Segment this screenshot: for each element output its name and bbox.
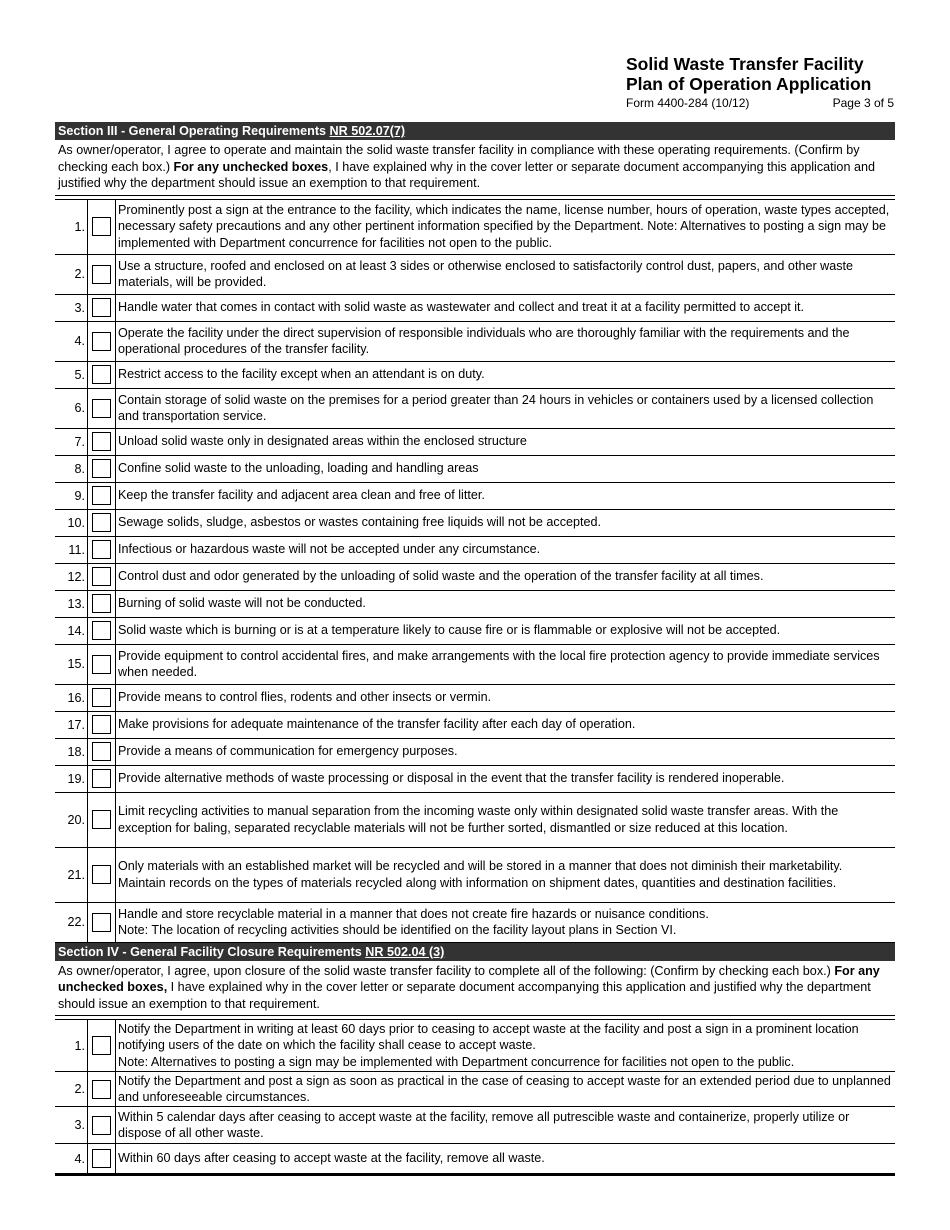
item-number: 10. (67, 515, 85, 530)
confirm-checkbox[interactable] (92, 486, 111, 505)
confirm-checkbox[interactable] (92, 688, 111, 707)
requirement-text: Control dust and odor generated by the unloading of solid waste and the operation of the transfer facility at all times. (118, 569, 764, 584)
requirement-row (55, 848, 895, 903)
confirm-checkbox[interactable] (92, 513, 111, 532)
requirement-row (55, 510, 895, 537)
checkbox-cell (87, 685, 116, 711)
section-3-heading (55, 122, 895, 140)
item-number: 9. (74, 488, 85, 503)
requirement-text: Provide means to control flies, rodents and other insects or vermin. (118, 690, 492, 705)
form-header (626, 54, 896, 110)
requirement-text: Sewage solids, sludge, asbestos or wastes containing free liquids will not be accepted. (118, 515, 602, 530)
requirement-text: Contain storage of solid waste on the premises for a period greater than 24 hours in vehicles or containers used by a licensed collection and transportation service. (118, 392, 874, 423)
section-4-heading (55, 943, 895, 961)
requirement-row (55, 618, 895, 645)
confirm-checkbox[interactable] (92, 365, 111, 384)
confirm-checkbox[interactable] (92, 769, 111, 788)
checkbox-cell (87, 510, 116, 536)
confirm-checkbox[interactable] (92, 1116, 111, 1135)
requirement-row (55, 322, 895, 362)
requirement-note: Note: Alternatives to posting a sign may be implemented with Department concurrence for facilities not open to the public. (118, 1054, 795, 1069)
requirement-row (55, 793, 895, 848)
requirement-text: Handle and store recyclable material in a manner that does not create fire hazards or nuisance conditions. Note: The location of recycling activities should be identified on the facility layout plans in Section VI. (118, 906, 709, 937)
checkbox-cell (87, 645, 116, 684)
item-number: 4. (74, 334, 85, 348)
confirm-checkbox[interactable] (92, 567, 111, 586)
confirm-checkbox[interactable] (92, 265, 111, 284)
item-number: 18. (67, 744, 85, 759)
confirm-checkbox[interactable] (92, 655, 111, 674)
requirement-row (55, 456, 895, 483)
checkbox-cell (87, 295, 116, 321)
confirm-checkbox[interactable] (92, 540, 111, 559)
requirement-text: Provide equipment to control accidental fires, and make arrangements with the local fire protection agency to provide immediate services when needed. (118, 648, 880, 679)
confirm-checkbox[interactable] (92, 399, 111, 418)
requirement-row (55, 645, 895, 685)
requirement-text: Provide a means of communication for emergency purposes. (118, 744, 458, 759)
requirement-text: Limit recycling activities to manual separation from the incoming waste only within designated solid waste transfer areas. With the exception for baling, separated recyclable materials will not be further sorted, dismantled or size reduced at this location. (118, 804, 839, 835)
item-number: 22. (67, 915, 85, 929)
checkbox-cell (87, 322, 116, 361)
checkbox-cell (87, 564, 116, 590)
requirement-text: Restrict access to the facility except when an attendant is on duty. (118, 367, 485, 382)
requirement-text: Burning of solid waste will not be conducted. (118, 596, 366, 611)
item-number: 14. (67, 623, 85, 638)
confirm-checkbox[interactable] (92, 742, 111, 761)
requirement-text: Infectious or hazardous waste will not be accepted under any circumstance. (118, 542, 541, 557)
section-4-items (55, 1019, 895, 1176)
item-number: 1. (74, 1038, 85, 1053)
confirm-checkbox[interactable] (92, 913, 111, 932)
requirement-text: Prominently post a sign at the entrance to the facility, which indicates the name, license number, hours of operation, waste types accepted, necessary safety precautions and any other pertinent information specified by the Department. Note: Alternatives to posting a sign may be implemented with Department concurrence for facilities not open to the public. (118, 202, 890, 250)
confirm-checkbox[interactable] (92, 217, 111, 236)
item-number: 12. (67, 569, 85, 584)
form-title-line2: Plan of Operation Application (626, 74, 872, 94)
checkbox-cell (87, 712, 116, 738)
confirm-checkbox[interactable] (92, 865, 111, 884)
requirement-row (55, 1107, 895, 1144)
checkbox-cell (87, 766, 116, 792)
requirement-row (55, 483, 895, 510)
requirement-row (55, 362, 895, 389)
checkbox-cell (87, 389, 116, 428)
item-number: 6. (74, 401, 85, 415)
requirement-text: Notify the Department and post a sign as soon as practical in the case of ceasing to accept waste for an extended period due to unplanned and unforeseeable circumstances. (118, 1073, 891, 1104)
requirement-text: Within 60 days after ceasing to accept waste at the facility, remove all waste. (118, 1151, 545, 1166)
requirement-row (55, 255, 895, 295)
section-3-intro: As owner/operator, I agree to operate and maintain the solid waste transfer facility in compliance with these operating requirements. (Confirm by checking each box.) For any unchecked boxes, I have explained why in the cover letter or separate document accompanying this application and justified why the department should issue an exemption to that requirement. (55, 140, 895, 196)
requirement-text: Operate the facility under the direct supervision of responsible individuals who are thoroughly familiar with the requirements and the operational procedures of the transfer facility. (118, 325, 850, 356)
section-3-ref: NR 502.07(7) (329, 124, 406, 138)
requirement-text: Notify the Department in writing at least 60 days prior to ceasing to accept waste at the facility and post a sign in a prominent location notifying users of the date on which the facility shall cease to accept waste. Note: Alternatives to posting a sign may be implemented with Department concurrence for facilities not open to the public. (116, 1020, 895, 1071)
item-number: 19. (67, 771, 85, 786)
confirm-checkbox[interactable] (92, 298, 111, 317)
item-number: 8. (74, 461, 85, 476)
requirement-text: Within 5 calendar days after ceasing to accept waste at the facility, remove all putrescible waste and containerize, properly utilize or dispose of all other waste. (118, 1109, 850, 1140)
requirement-row (55, 591, 895, 618)
page-number: Page 3 of 5 (832, 96, 894, 110)
requirement-text: Confine solid waste to the unloading, loading and handling areas (118, 461, 479, 476)
requirement-row (55, 1144, 895, 1174)
item-number: 5. (74, 367, 85, 382)
checkbox-cell (87, 362, 116, 388)
confirm-checkbox[interactable] (92, 594, 111, 613)
requirement-row (55, 200, 895, 255)
requirement-row (55, 903, 895, 943)
confirm-checkbox[interactable] (92, 459, 111, 478)
requirement-row (55, 564, 895, 591)
confirm-checkbox[interactable] (92, 810, 111, 829)
checkbox-cell (87, 456, 116, 482)
requirement-text: Unload solid waste only in designated areas within the enclosed structure (118, 434, 527, 449)
requirement-row (55, 712, 895, 739)
checkbox-cell (87, 200, 116, 254)
checkbox-cell (87, 903, 116, 942)
requirement-row (55, 739, 895, 766)
checkbox-cell (87, 255, 116, 294)
item-number: 11. (68, 542, 85, 557)
item-number: 2. (74, 1082, 85, 1096)
requirement-row (55, 685, 895, 712)
requirement-row (55, 537, 895, 564)
item-number: 3. (74, 1118, 85, 1132)
confirm-checkbox[interactable] (92, 1149, 111, 1168)
checkbox-cell (87, 739, 116, 765)
requirement-text: Solid waste which is burning or is at a temperature likely to cause fire or is flammable or explosive will not be accepted. (118, 623, 781, 638)
section-4-intro: As owner/operator, I agree, upon closure of the solid waste transfer facility to complete all of the following: (Confirm by checking each box.) For any unchecked boxes, I have explained why in the cover letter or separate document accompanying this application and justified why the department should issue an exemption to that requirement. (55, 961, 895, 1017)
item-number: 7. (74, 434, 85, 449)
confirm-checkbox[interactable] (92, 1080, 111, 1099)
section-4-title: Section IV - General Facility Closure Requirements (58, 944, 366, 959)
form-title-line1: Solid Waste Transfer Facility (626, 54, 864, 74)
checkbox-cell (87, 429, 116, 455)
checkbox-cell (87, 537, 116, 563)
item-number: 1. (74, 219, 85, 234)
requirement-row (55, 295, 895, 322)
requirement-row (55, 1020, 895, 1072)
checkbox-cell (87, 793, 116, 847)
item-number: 20. (67, 812, 85, 827)
checkbox-cell (87, 591, 116, 617)
requirement-note: Note: The location of recycling activities should be identified on the facility layout plans in Section VI. (118, 923, 677, 937)
requirement-row (55, 766, 895, 793)
requirement-row (55, 429, 895, 456)
item-number: 16. (67, 690, 85, 705)
requirement-text: Only materials with an established market will be recycled and will be stored in a manner that does not diminish their marketability. Maintain records on the types of materials recycled along with information on shipment dates, quantities and destination facilities. (118, 859, 843, 890)
checkbox-cell (87, 1107, 116, 1143)
form-number: Form 4400-284 (10/12) (626, 96, 750, 110)
confirm-checkbox[interactable] (92, 621, 111, 640)
requirement-text: Make provisions for adequate maintenance of the transfer facility after each day of operation. (118, 717, 636, 732)
item-number: 21. (67, 867, 85, 882)
requirement-text: Provide alternative methods of waste processing or disposal in the event that the transfer facility is rendered inoperable. (118, 771, 785, 786)
item-number: 17. (67, 717, 85, 732)
confirm-checkbox[interactable] (92, 715, 111, 734)
checkbox-cell (87, 848, 116, 902)
checkbox-cell (87, 1072, 116, 1106)
checkbox-cell (87, 483, 116, 509)
requirement-text: Keep the transfer facility and adjacent area clean and free of litter. (118, 488, 485, 503)
form-content (55, 122, 895, 1176)
requirement-row (55, 389, 895, 429)
checkbox-cell (87, 1020, 116, 1071)
form-meta (626, 96, 896, 110)
requirement-row (55, 1072, 895, 1107)
item-number: 13. (67, 596, 85, 611)
checkbox-cell (87, 618, 116, 644)
confirm-checkbox[interactable] (92, 432, 111, 451)
requirement-text: Handle water that comes in contact with solid waste as wastewater and collect and treat it at a facility permitted to accept it. (118, 300, 804, 315)
confirm-checkbox[interactable] (92, 1036, 111, 1055)
confirm-checkbox[interactable] (92, 332, 111, 351)
requirement-text: Use a structure, roofed and enclosed on at least 3 sides or otherwise enclosed to satisfactorily control dust, papers, and other waste materials, will be provided. (118, 258, 854, 289)
item-number: 3. (74, 300, 85, 315)
item-number: 15. (67, 657, 85, 671)
section-4-ref: NR 502.04 (3) (365, 944, 445, 959)
item-number: 4. (74, 1151, 85, 1166)
checkbox-cell (87, 1144, 116, 1173)
item-number: 2. (74, 267, 85, 281)
section-3-title: Section III - General Operating Requirements (58, 124, 330, 138)
section-3-items (55, 199, 895, 943)
